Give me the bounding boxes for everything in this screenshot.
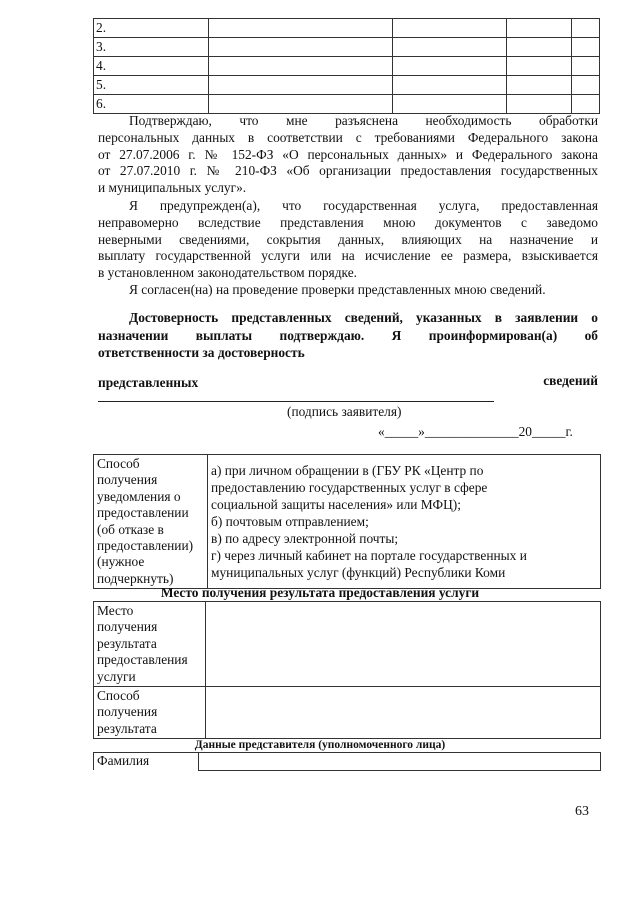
- row-number: 6.: [96, 96, 107, 111]
- result-row1-line: услуги: [97, 668, 136, 684]
- top-table-row: [94, 19, 600, 38]
- table-cell[interactable]: [507, 38, 572, 57]
- notify-options-line: в) по адресу электронной почты;: [211, 531, 399, 547]
- result-method-label-cell: [94, 687, 206, 739]
- para1-line: от 27.07.2010 г. № 210-ФЗ «Об организации предоставления государственных: [98, 163, 598, 179]
- row-number: 2.: [96, 20, 107, 35]
- result-place-value[interactable]: [206, 602, 601, 687]
- paragraph-warning: [98, 198, 598, 282]
- para1-line: Подтверждаю, что мне разъяснена необходимость обработки: [129, 113, 598, 128]
- result-row2-line: результата: [97, 720, 157, 736]
- row-number-cell: [94, 57, 209, 76]
- notify-options-line: предоставлению государственных услуг в сфере: [211, 480, 488, 496]
- top-table-row: [94, 95, 600, 114]
- table-cell[interactable]: [392, 95, 507, 114]
- result-heading: Место получения результата предоставления услуги: [160, 585, 480, 600]
- result-row1-line: результата: [97, 635, 157, 651]
- notify-label-line: получения: [97, 472, 158, 488]
- notify-label-line: (об отказе в: [97, 521, 164, 537]
- surname-label: Фамилия: [97, 753, 150, 768]
- table-cell[interactable]: [208, 95, 392, 114]
- table-cell[interactable]: [507, 76, 572, 95]
- row-number-cell: [94, 19, 209, 38]
- date-line: «_____»______________20_____г.: [378, 424, 573, 439]
- table-cell[interactable]: [572, 95, 600, 114]
- table-cell[interactable]: [507, 95, 572, 114]
- table-cell[interactable]: [208, 76, 392, 95]
- table-cell[interactable]: [208, 38, 392, 57]
- table-cell[interactable]: [572, 38, 600, 57]
- table-cell[interactable]: [572, 57, 600, 76]
- row-number: 3.: [96, 39, 107, 54]
- notify-label-line: Способ: [97, 456, 140, 471]
- bold-line: Достоверность представленных сведений, указанных в заявлении о: [129, 310, 598, 325]
- para2-line: в установленном законодательством порядке.: [98, 265, 357, 281]
- row-number: 5.: [96, 77, 107, 92]
- bold-line: ответственности за достоверность: [98, 345, 305, 360]
- para1-line: персональных данных в соответствии с требованиями Федерального закона: [98, 129, 598, 145]
- bold-right-word: сведений: [543, 373, 598, 388]
- para1-line: и муниципальных услуг».: [98, 180, 247, 196]
- table-cell[interactable]: [507, 57, 572, 76]
- top-table: [93, 18, 600, 114]
- top-table-row: [94, 38, 600, 57]
- para2-line: неправомерно вследствие представления мною документов с заведомо: [98, 214, 598, 230]
- result-method-value[interactable]: [206, 687, 601, 739]
- result-place-label-cell: [94, 602, 206, 687]
- bold-line: назначении выплаты подтверждаю. Я проинформирован(а) об: [98, 327, 598, 343]
- notify-options-line: а) при личном обращении в (ГБУ РК «Центр по: [211, 463, 484, 479]
- result-row1-line: Место: [97, 603, 134, 618]
- result-row1-line: предоставления: [97, 652, 188, 668]
- result-row2-line: получения: [97, 704, 158, 720]
- row-number-cell: [94, 38, 209, 57]
- result-table: [93, 601, 601, 739]
- row-number: 4.: [96, 58, 107, 73]
- notify-label: [94, 455, 207, 588]
- notify-options-line: социальной защиты населения» или МФЦ);: [211, 497, 461, 513]
- notify-options-line: б) почтовым отправлением;: [211, 514, 369, 530]
- top-table-row: [94, 57, 600, 76]
- page-number: 63: [575, 804, 589, 819]
- paragraph-consent: [98, 113, 598, 197]
- table-cell[interactable]: [392, 57, 507, 76]
- table-cell[interactable]: [208, 19, 392, 38]
- table-cell[interactable]: [572, 76, 600, 95]
- representative-heading: Данные представителя (уполномоченного лица): [194, 739, 446, 751]
- para1-line: от 27.07.2006 г. № 152-ФЗ «О персональных данных» и Федерального закона: [98, 146, 598, 162]
- para2-line: Я предупрежден(а), что государственная услуга, предоставленная: [129, 198, 598, 213]
- bold-left-word: представленных: [98, 375, 199, 390]
- table-cell[interactable]: [507, 19, 572, 38]
- bold-confirmation: [98, 309, 598, 362]
- notify-label-line: уведомления о: [97, 488, 181, 504]
- signature-caption: (подпись заявителя): [287, 404, 402, 419]
- table-cell[interactable]: [208, 57, 392, 76]
- notify-options-line: г) через личный кабинет на портале государственных и: [211, 548, 527, 564]
- paragraph-agreement: [129, 282, 599, 299]
- notify-options: [208, 461, 600, 582]
- row-number-cell: [94, 76, 209, 95]
- representative-table: [93, 752, 601, 771]
- row-number-cell: [94, 95, 209, 114]
- top-table-row: [94, 76, 600, 95]
- notify-label-line: подчеркнуть): [97, 570, 174, 586]
- notify-label-line: предоставлении): [97, 538, 194, 554]
- para2-line: выплату государственной услуги или на исчисление ее размера, взыскивается: [98, 248, 598, 264]
- notify-label-cell: [94, 455, 208, 589]
- surname-value[interactable]: [199, 753, 601, 771]
- notify-table: [93, 454, 601, 589]
- para2-line: неверными сведениями, сокрытия данных, влияющих на назначение и: [98, 231, 598, 247]
- surname-label-cell: [94, 753, 199, 771]
- notify-options-cell: [208, 455, 601, 589]
- table-cell[interactable]: [392, 38, 507, 57]
- result-place-label: [94, 602, 205, 686]
- para3-line: Я согласен(на) на проведение проверки представленных мною сведений.: [129, 282, 546, 297]
- table-cell[interactable]: [572, 19, 600, 38]
- result-method-label: [94, 687, 205, 738]
- result-row1-line: получения: [97, 619, 158, 635]
- table-cell[interactable]: [392, 19, 507, 38]
- notify-options-line: муниципальных услуг (функций) Республики Коми: [211, 565, 506, 581]
- notify-label-line: (нужное: [97, 554, 145, 570]
- table-cell[interactable]: [392, 76, 507, 95]
- result-row2-line: Способ: [97, 688, 140, 704]
- notify-label-line: предоставлении: [97, 505, 189, 521]
- signature-line: [98, 401, 494, 402]
